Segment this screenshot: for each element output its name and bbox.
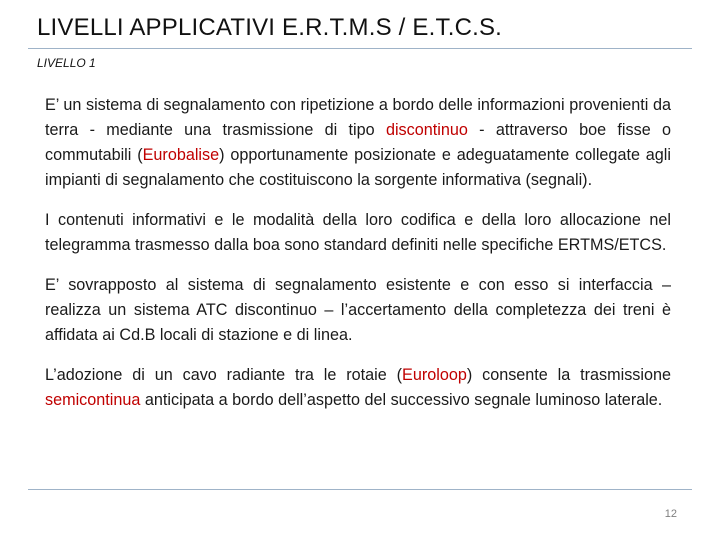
highlight-euroloop: Euroloop <box>402 366 467 384</box>
slide-title: LIVELLI APPLICATIVI E.R.T.M.S / E.T.C.S. <box>37 14 503 41</box>
paragraph-text: ) consente la trasmissione <box>466 366 671 384</box>
paragraph-text: - attraverso boe fisse o commutabili ( <box>45 121 672 164</box>
page-number: 12 <box>664 508 677 520</box>
paragraph-text: I contenuti informativi e le modalità della loro codifica e della loro allocazione nel telegramma trasmesso dalla boa sono standard definiti nelle specifiche ERTMS/ETCS. <box>45 211 671 254</box>
paragraph-text: L’adozione di un cavo radiante tra le rotaie ( <box>45 366 403 384</box>
paragraph-contenuti <box>45 208 671 258</box>
paragraph-euroloop <box>45 363 671 413</box>
highlight-discontinuo: discontinuo <box>385 121 468 139</box>
highlight-semicontinua: semicontinua <box>45 391 141 409</box>
title-divider <box>28 48 692 49</box>
slide-body <box>45 93 671 428</box>
paragraph-text: ) opportunamente posizionate e adeguatamente collegate agli impianti di segnalamento che costituiscono la sorgente informativa (segnali). <box>45 146 672 189</box>
highlight-eurobalise: Eurobalise <box>142 146 220 164</box>
slide-subtitle: LIVELLO 1 <box>37 56 96 70</box>
paragraph-text: E’ sovrapposto al sistema di segnalamento esistente e con esso si interfaccia – realizza un sistema ATC discontinuo – l’accertamento della completezza dei treni è affidata ai Cd.B locali di stazione e di linea. <box>45 276 671 344</box>
paragraph-sovrapposto <box>45 273 671 348</box>
paragraph-text: anticipata a bordo dell’aspetto del successivo segnale luminoso laterale. <box>140 391 663 409</box>
paragraph-text: E’ un sistema di segnalamento con ripetizione a bordo delle informazioni provenienti da terra - mediante una trasmissione di tipo <box>45 96 671 139</box>
paragraph-eurobalise <box>45 93 671 193</box>
footer-divider <box>28 489 692 490</box>
